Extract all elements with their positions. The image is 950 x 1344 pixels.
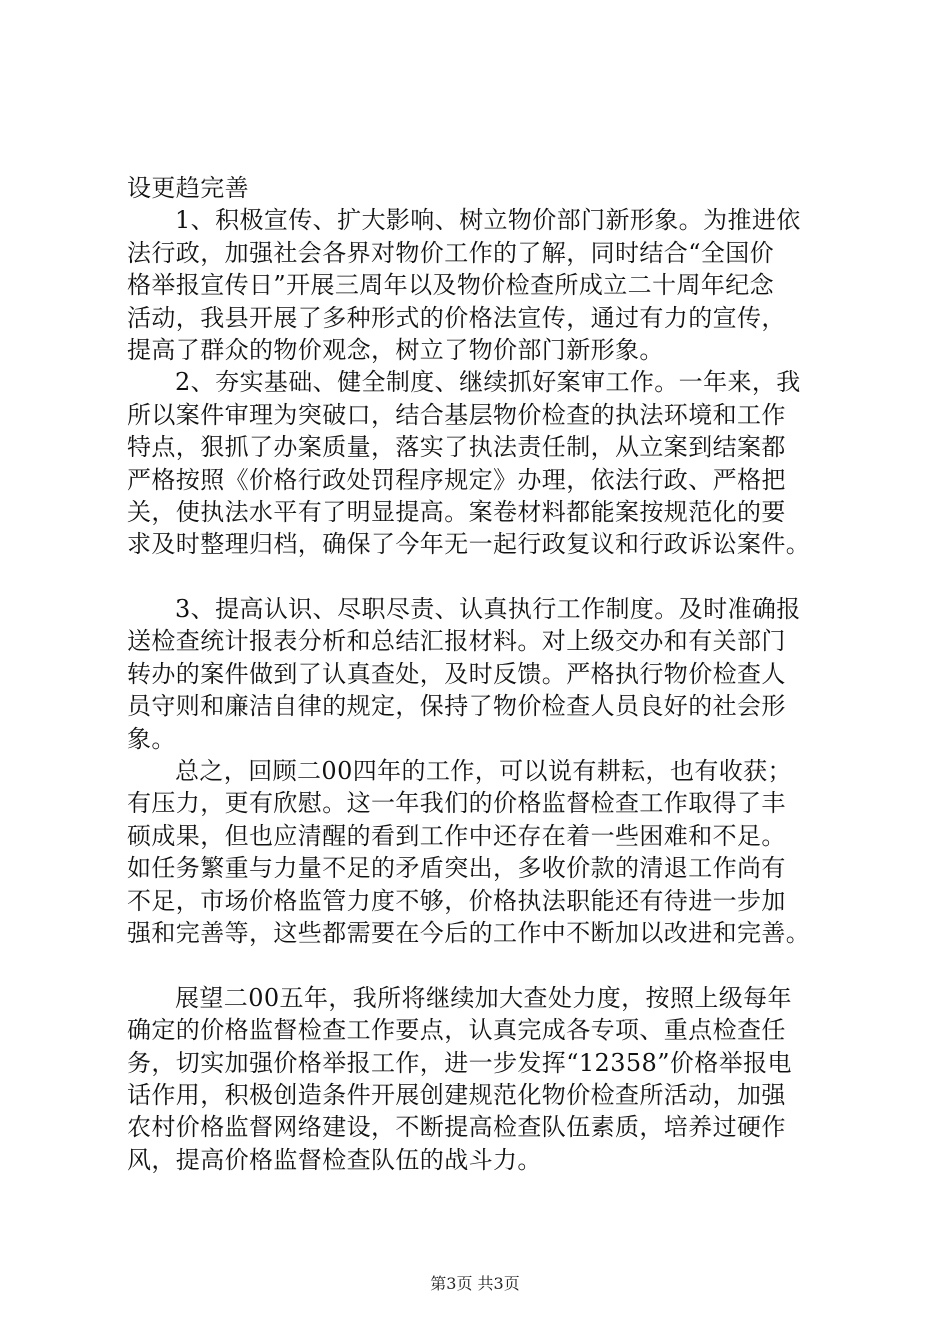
paragraph-line: 话作用，积极创造条件开展创建规范化物价检查所活动，加强: [127, 1080, 786, 1109]
paragraph-line: 设更趋完善: [127, 174, 249, 202]
paragraph-line: 展望二00五年，我所将继续加大查处力度，按照上级每年: [175, 983, 792, 1012]
paragraph-line: 严格按照《价格行政处罚程序规定》办理，依法行政、严格把: [127, 465, 786, 494]
paragraph-line: 3、提高认识、尽职尽责、认真执行工作制度。及时准确报: [175, 595, 801, 624]
paragraph-line: 不足，市场价格监管力度不够，价格执法职能还有待进一步加: [127, 886, 786, 915]
paragraph-line: 1、积极宣传、扩大影响、树立物价部门新形象。为推进依: [175, 206, 801, 235]
paragraph-line: 特点，狠抓了办案质量，落实了执法责任制，从立案到结案都: [127, 433, 786, 462]
paragraph-line: 送检查统计报表分析和总结汇报材料。对上级交办和有关部门: [127, 627, 786, 656]
paragraph-gap: [127, 949, 847, 981]
paragraph-line: 风，提高价格监督检查队伍的战斗力。: [127, 1145, 542, 1174]
paragraph-line: 如任务繁重与力量不足的矛盾突出，多收价款的清退工作尚有: [127, 854, 786, 883]
paragraph-line: 求及时整理归档，确保了今年无一起行政复议和行政诉讼案件。: [127, 530, 811, 559]
paragraph-line: 务，切实加强价格举报工作，进一步发挥“12358”价格举报电: [127, 1048, 792, 1077]
document-body: [127, 172, 847, 1176]
paragraph-line: 象。: [127, 724, 176, 753]
paragraph-line: 关，使执法水平有了明显提高。案卷材料都能案按规范化的要: [127, 497, 786, 526]
page-footer: [0, 1274, 950, 1294]
paragraph-line: 2、夯实基础、健全制度、继续抓好案审工作。一年来，我: [175, 368, 801, 397]
paragraph-line: 员守则和廉洁自律的规定，保持了物价检查人员良好的社会形: [127, 692, 786, 721]
paragraph-line: 提高了群众的物价观念，树立了物价部门新形象。: [127, 335, 664, 364]
paragraph-line: 确定的价格监督检查工作要点，认真完成各专项、重点检查任: [127, 1016, 786, 1045]
paragraph-line: 总之，回顾二00四年的工作，可以说有耕耘，也有收获；: [175, 757, 792, 786]
paragraph-line: 农村价格监督网络建设，不断提高检查队伍素质，培养过硬作: [127, 1113, 786, 1142]
paragraph-line: 有压力，更有欣慰。这一年我们的价格监督检查工作取得了丰: [127, 789, 786, 818]
paragraph-line: 格举报宣传日”开展三周年以及物价检查所成立二十周年纪念: [127, 271, 775, 300]
paragraph-line: 所以案件审理为突破口，结合基层物价检查的执法环境和工作: [127, 400, 786, 429]
paragraph-line: 活动，我县开展了多种形式的价格法宣传，通过有力的宣传，: [127, 303, 786, 332]
paragraph-line: 强和完善等，这些都需要在今后的工作中不断加以改进和完善。: [127, 918, 811, 947]
page-number: 第3页 共3页: [430, 1274, 520, 1293]
paragraph-gap: [127, 561, 847, 593]
paragraph-line: 转办的案件做到了认真查处，及时反馈。严格执行物价检查人: [127, 659, 786, 688]
paragraph-line: 法行政，加强社会各界对物价工作的了解，同时结合“全国价: [127, 238, 775, 267]
paragraph-line: 硕成果，但也应清醒的看到工作中还存在着一些困难和不足。: [127, 821, 786, 850]
